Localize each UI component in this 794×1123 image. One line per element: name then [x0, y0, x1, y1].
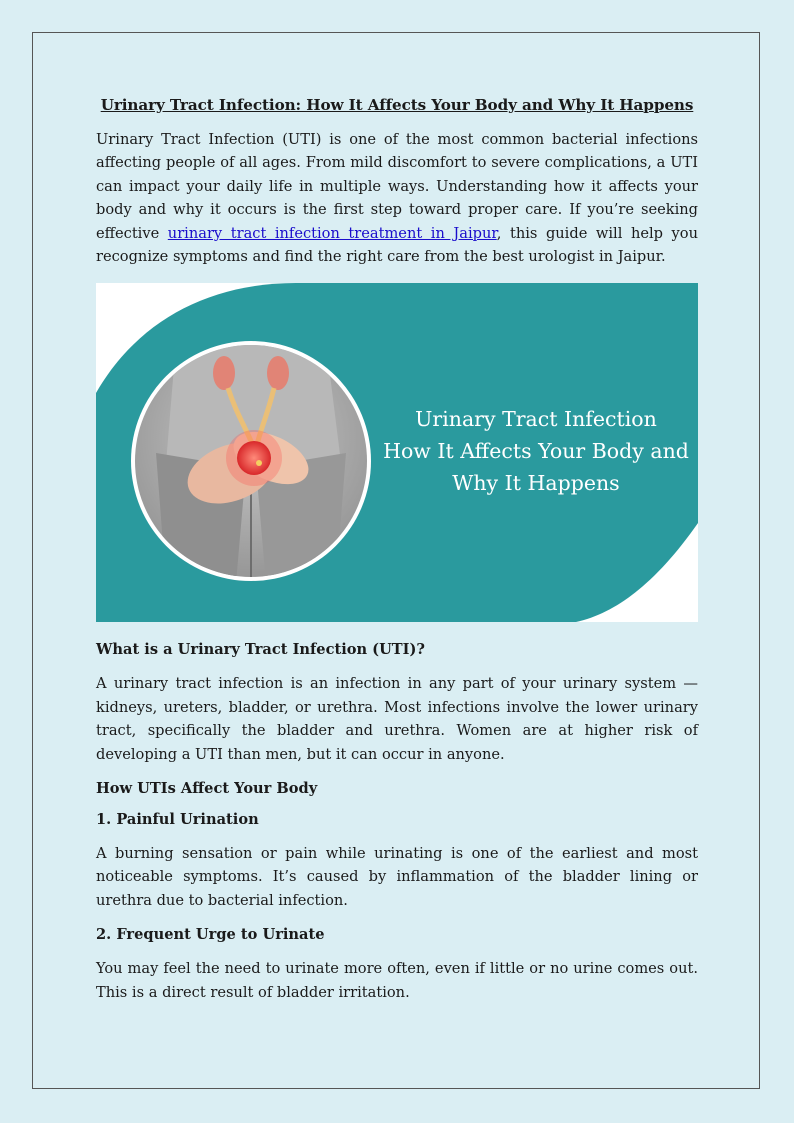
item-heading-frequent: 2. Frequent Urge to Urinate [96, 926, 325, 944]
section-body-what: A urinary tract infection is an infection in any part of your urinary system — kidneys, ureters, bladder, or urethra. Most infections involve the lower urinary tract, specifically the bladder and urethra. Women are at higher risk of developing a UTI than men, but it can occur in anyone. [96, 675, 698, 763]
hero-banner [96, 283, 698, 622]
banner-title-line: How It Affects Your Body and [383, 439, 689, 464]
banner-title-line: Urinary Tract Infection [415, 407, 657, 432]
document-title: Urinary Tract Infection: How It Affects Your Body and Why It Happens [100, 96, 694, 114]
intro-text-after: , this guide will help you recognize symptoms and find the right care from the best urologist in Jaipur. [96, 224, 698, 266]
banner-title [376, 403, 696, 499]
section-heading-how: How UTIs Affect Your Body [96, 780, 318, 798]
intro-paragraph [96, 128, 698, 268]
item-body-frequent: You may feel the need to urinate more often, even if little or no urine comes out. This is a direct result of bladder irritation. [96, 960, 698, 1001]
intro-text-before: Urinary Tract Infection (UTI) is one of the most common bacterial infections affecting people of all ages. From mild discomfort to severe complications, a UTI can impact your daily life in multiple ways. Understanding how it affects your body and why it occurs is the first step toward proper care. If you’re seeking effective [96, 131, 698, 242]
banner-title-line: Why It Happens [452, 471, 620, 496]
section-heading-what: What is a Urinary Tract Infection (UTI)? [96, 641, 425, 659]
item-heading-painful: 1. Painful Urination [96, 811, 259, 829]
document-body [96, 96, 698, 1004]
treatment-link[interactable]: urinary tract infection treatment in Jaipur [167, 224, 497, 242]
item-body-painful: A burning sensation or pain while urinating is one of the earliest and most noticeable symptoms. It’s caused by inflammation of the bladder lining or urethra due to bacterial infection. [96, 845, 698, 909]
